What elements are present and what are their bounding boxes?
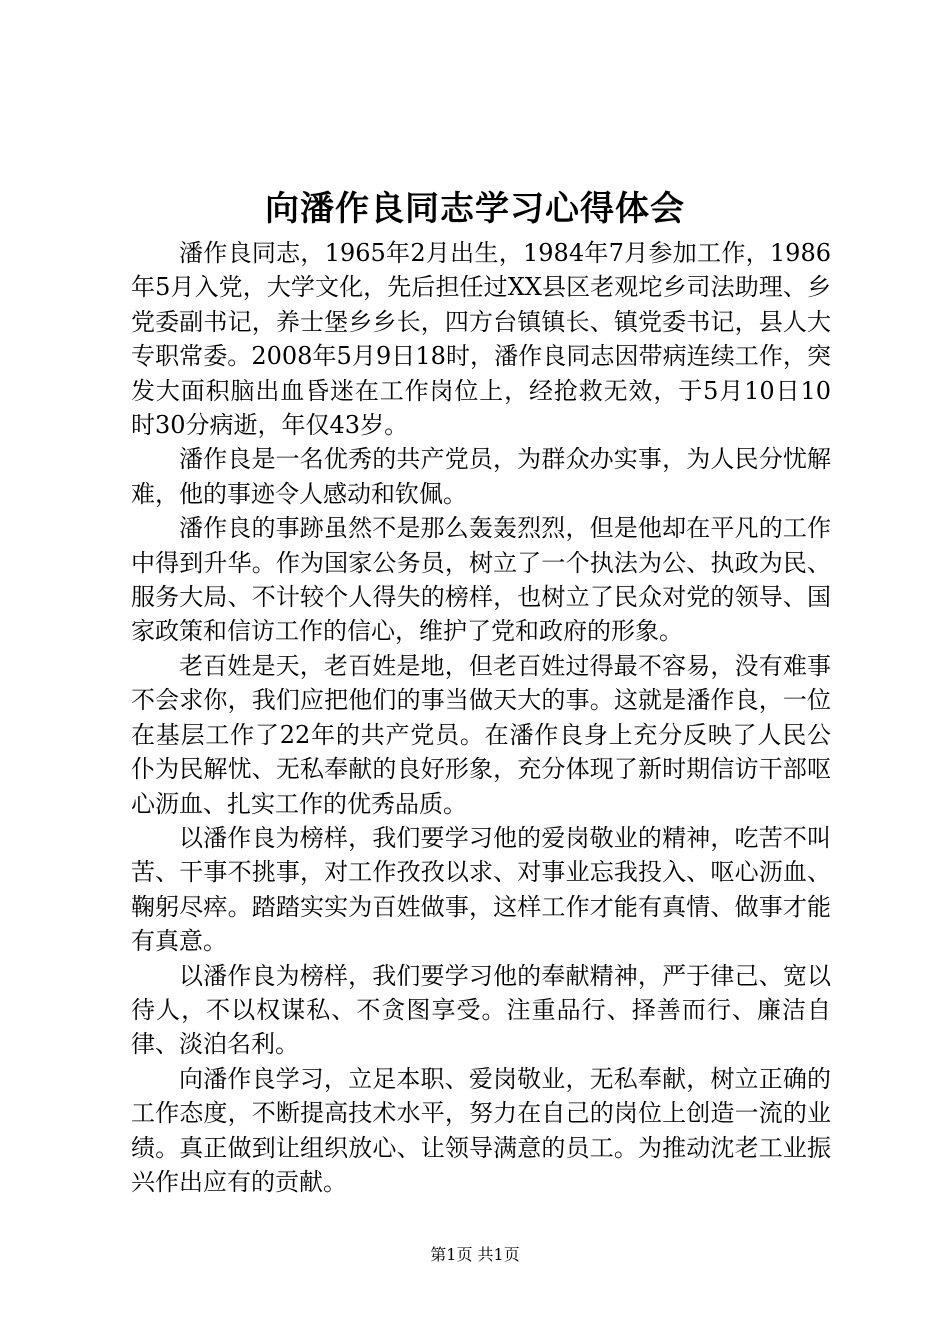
paragraph-7: 向潘作良学习，立足本职、爱岗敬业，无私奉献，树立正确的工作态度，不断提高技术水平，努力在自己的岗位上创造一流的业绩。真正做到让组织放心、让领导满意的员工。为推动沈老工业振兴作出应有的贡献。 xyxy=(131,1064,831,1196)
document-title: 向潘作良同志学习心得体会 xyxy=(265,189,685,229)
paragraph-2: 潘作良是一名优秀的共产党员，为群众办实事，为人民分忧解难，他的事迹令人感动和钦佩。 xyxy=(131,445,831,508)
paragraph-1: 潘作良同志，1965年2月出生，1984年7月参加工作，1986年5月入党，大学文化，先后担任过XX县区老观坨乡司法助理、乡党委副书记，养士堡乡乡长，四方台镇镇长、镇党委书记，县人大专职常委。2008年5月9日18时，潘作良同志因带病连续工作，突发大面积脑出血昏迷在工作岗位上，经抢救无效，于5月10日10时30分病逝，年仅43岁。 xyxy=(131,239,831,440)
page-number-footer: 第1页 共1页 xyxy=(430,1245,520,1264)
paragraph-5: 以潘作良为榜样，我们要学习他的爱岗敬业的精神，吃苦不叫苦、干事不挑事，对工作孜孜以求、对事业忘我投入、呕心沥血、鞠躬尽瘁。踏踏实实为百姓做事，这样工作才能有真情、做事才能有真意。 xyxy=(131,823,831,956)
document-body xyxy=(131,236,831,1199)
paragraph-4: 老百姓是天，老百姓是地，但老百姓过得最不容易，没有难事不会求你，我们应把他们的事当做天大的事。这就是潘作良，一位在基层工作了22年的共产党员。在潘作良身上充分反映了人民公仆为民解忧、无私奉献的良好形象，充分体现了新时期信访干部呕心沥血、扎实工作的优秀品质。 xyxy=(131,651,831,818)
paragraph-6: 以潘作良为榜样，我们要学习他的奉献精神，严于律己、宽以待人，不以权谋私、不贪图享受。注重品行、择善而行、廉洁自律、淡泊名利。 xyxy=(131,961,831,1059)
paragraph-3: 潘作良的事跡虽然不是那么轰轰烈烈，但是他却在平凡的工作中得到升华。作为国家公务员，树立了一个执法为公、执政为民、服务大局、不计较个人得失的榜样，也树立了民众对党的领导、国家政策和信访工作的信心，维护了党和政府的形象。 xyxy=(131,514,831,646)
